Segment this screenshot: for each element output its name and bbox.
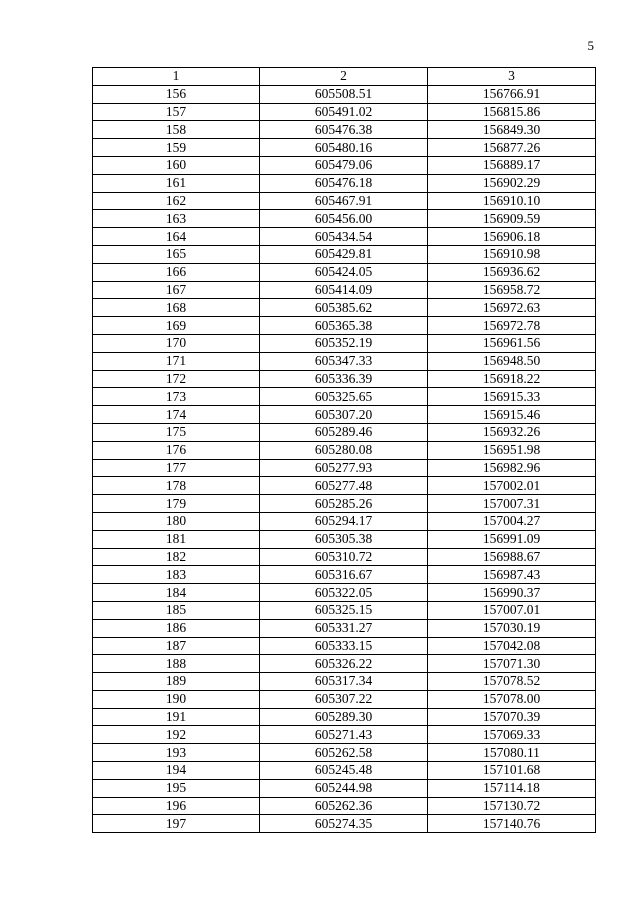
point-number-cell: 167 xyxy=(93,281,260,299)
table-row xyxy=(93,655,596,673)
x-coordinate-cell: 605271.43 xyxy=(260,726,428,744)
point-number-cell: 189 xyxy=(93,673,260,691)
y-coordinate-cell: 156906.18 xyxy=(428,228,596,246)
point-number-cell: 172 xyxy=(93,370,260,388)
x-coordinate-cell: 605289.46 xyxy=(260,423,428,441)
y-coordinate-cell: 156958.72 xyxy=(428,281,596,299)
table-row xyxy=(93,317,596,335)
y-coordinate-cell: 156909.59 xyxy=(428,210,596,228)
y-coordinate-cell: 157080.11 xyxy=(428,744,596,762)
table-row xyxy=(93,637,596,655)
x-coordinate-cell: 605307.22 xyxy=(260,690,428,708)
table-row xyxy=(93,779,596,797)
y-coordinate-cell: 156849.30 xyxy=(428,121,596,139)
table-row xyxy=(93,103,596,121)
x-coordinate-cell: 605245.48 xyxy=(260,762,428,780)
table-row xyxy=(93,370,596,388)
y-coordinate-cell: 156889.17 xyxy=(428,156,596,174)
x-coordinate-cell: 605456.00 xyxy=(260,210,428,228)
x-coordinate-cell: 605274.35 xyxy=(260,815,428,833)
x-coordinate-cell: 605476.38 xyxy=(260,121,428,139)
point-number-cell: 165 xyxy=(93,245,260,263)
point-number-cell: 170 xyxy=(93,334,260,352)
point-number-cell: 161 xyxy=(93,174,260,192)
point-number-cell: 168 xyxy=(93,299,260,317)
x-coordinate-cell: 605434.54 xyxy=(260,228,428,246)
table-row xyxy=(93,139,596,157)
x-coordinate-cell: 605331.27 xyxy=(260,619,428,637)
x-coordinate-cell: 605491.02 xyxy=(260,103,428,121)
point-number-cell: 184 xyxy=(93,584,260,602)
point-number-cell: 173 xyxy=(93,388,260,406)
y-coordinate-cell: 156951.98 xyxy=(428,441,596,459)
x-coordinate-cell: 605285.26 xyxy=(260,495,428,513)
y-coordinate-cell: 156936.62 xyxy=(428,263,596,281)
x-coordinate-cell: 605467.91 xyxy=(260,192,428,210)
table-row xyxy=(93,441,596,459)
y-coordinate-cell: 156982.96 xyxy=(428,459,596,477)
y-coordinate-cell: 156815.86 xyxy=(428,103,596,121)
table-row xyxy=(93,673,596,691)
table-row xyxy=(93,512,596,530)
table-row xyxy=(93,85,596,103)
table-row xyxy=(93,245,596,263)
x-coordinate-cell: 605414.09 xyxy=(260,281,428,299)
point-number-cell: 196 xyxy=(93,797,260,815)
table-row xyxy=(93,388,596,406)
y-coordinate-cell: 157078.52 xyxy=(428,673,596,691)
table-row xyxy=(93,601,596,619)
y-coordinate-cell: 157004.27 xyxy=(428,512,596,530)
point-number-cell: 179 xyxy=(93,495,260,513)
x-coordinate-cell: 605277.48 xyxy=(260,477,428,495)
x-coordinate-cell: 605307.20 xyxy=(260,406,428,424)
table-row xyxy=(93,334,596,352)
y-coordinate-cell: 157101.68 xyxy=(428,762,596,780)
point-number-cell: 194 xyxy=(93,762,260,780)
table-row xyxy=(93,744,596,762)
y-coordinate-cell: 156991.09 xyxy=(428,530,596,548)
y-coordinate-cell: 157007.31 xyxy=(428,495,596,513)
table-row xyxy=(93,708,596,726)
point-number-cell: 177 xyxy=(93,459,260,477)
table-row xyxy=(93,406,596,424)
x-coordinate-cell: 605244.98 xyxy=(260,779,428,797)
table-row xyxy=(93,263,596,281)
y-coordinate-cell: 156990.37 xyxy=(428,584,596,602)
table-row xyxy=(93,156,596,174)
x-coordinate-cell: 605336.39 xyxy=(260,370,428,388)
point-number-cell: 158 xyxy=(93,121,260,139)
y-coordinate-cell: 156948.50 xyxy=(428,352,596,370)
point-number-cell: 162 xyxy=(93,192,260,210)
table-row xyxy=(93,121,596,139)
table-row xyxy=(93,477,596,495)
y-coordinate-cell: 156766.91 xyxy=(428,85,596,103)
x-coordinate-cell: 605325.15 xyxy=(260,601,428,619)
point-number-cell: 164 xyxy=(93,228,260,246)
x-coordinate-cell: 605289.30 xyxy=(260,708,428,726)
point-number-cell: 185 xyxy=(93,601,260,619)
y-coordinate-cell: 157070.39 xyxy=(428,708,596,726)
point-number-cell: 160 xyxy=(93,156,260,174)
table-row xyxy=(93,281,596,299)
y-coordinate-cell: 157002.01 xyxy=(428,477,596,495)
table-header-row xyxy=(93,68,596,86)
point-number-cell: 169 xyxy=(93,317,260,335)
table-row xyxy=(93,210,596,228)
x-coordinate-cell: 605277.93 xyxy=(260,459,428,477)
x-coordinate-cell: 605325.65 xyxy=(260,388,428,406)
table-row xyxy=(93,192,596,210)
table-row xyxy=(93,690,596,708)
point-number-cell: 159 xyxy=(93,139,260,157)
point-number-cell: 163 xyxy=(93,210,260,228)
point-number-cell: 188 xyxy=(93,655,260,673)
x-coordinate-cell: 605508.51 xyxy=(260,85,428,103)
y-coordinate-cell: 156918.22 xyxy=(428,370,596,388)
x-coordinate-cell: 605316.67 xyxy=(260,566,428,584)
y-coordinate-cell: 156910.98 xyxy=(428,245,596,263)
table-row xyxy=(93,530,596,548)
y-coordinate-cell: 157030.19 xyxy=(428,619,596,637)
point-number-cell: 187 xyxy=(93,637,260,655)
y-coordinate-cell: 156877.26 xyxy=(428,139,596,157)
point-number-cell: 180 xyxy=(93,512,260,530)
y-coordinate-cell: 156961.56 xyxy=(428,334,596,352)
point-number-cell: 157 xyxy=(93,103,260,121)
x-coordinate-cell: 605429.81 xyxy=(260,245,428,263)
point-number-cell: 166 xyxy=(93,263,260,281)
point-number-cell: 193 xyxy=(93,744,260,762)
table-row xyxy=(93,619,596,637)
x-coordinate-cell: 605326.22 xyxy=(260,655,428,673)
y-coordinate-cell: 156988.67 xyxy=(428,548,596,566)
y-coordinate-cell: 156932.26 xyxy=(428,423,596,441)
y-coordinate-cell: 156987.43 xyxy=(428,566,596,584)
point-number-cell: 156 xyxy=(93,85,260,103)
column-header-3: 3 xyxy=(428,68,596,86)
point-number-cell: 174 xyxy=(93,406,260,424)
x-coordinate-cell: 605352.19 xyxy=(260,334,428,352)
x-coordinate-cell: 605480.16 xyxy=(260,139,428,157)
x-coordinate-cell: 605280.08 xyxy=(260,441,428,459)
x-coordinate-cell: 605333.15 xyxy=(260,637,428,655)
y-coordinate-cell: 157069.33 xyxy=(428,726,596,744)
y-coordinate-cell: 156910.10 xyxy=(428,192,596,210)
x-coordinate-cell: 605262.58 xyxy=(260,744,428,762)
y-coordinate-cell: 156915.33 xyxy=(428,388,596,406)
coordinates-table xyxy=(92,67,596,833)
y-coordinate-cell: 156972.78 xyxy=(428,317,596,335)
x-coordinate-cell: 605424.05 xyxy=(260,263,428,281)
point-number-cell: 183 xyxy=(93,566,260,584)
column-header-1: 1 xyxy=(93,68,260,86)
table-row xyxy=(93,584,596,602)
table-row xyxy=(93,352,596,370)
x-coordinate-cell: 605385.62 xyxy=(260,299,428,317)
x-coordinate-cell: 605365.38 xyxy=(260,317,428,335)
point-number-cell: 191 xyxy=(93,708,260,726)
x-coordinate-cell: 605322.05 xyxy=(260,584,428,602)
x-coordinate-cell: 605310.72 xyxy=(260,548,428,566)
column-header-2: 2 xyxy=(260,68,428,86)
y-coordinate-cell: 157130.72 xyxy=(428,797,596,815)
table-row xyxy=(93,459,596,477)
x-coordinate-cell: 605294.17 xyxy=(260,512,428,530)
table-body xyxy=(93,85,596,832)
x-coordinate-cell: 605317.34 xyxy=(260,673,428,691)
y-coordinate-cell: 156972.63 xyxy=(428,299,596,317)
table-row xyxy=(93,548,596,566)
table-header xyxy=(93,68,596,86)
point-number-cell: 181 xyxy=(93,530,260,548)
y-coordinate-cell: 157114.18 xyxy=(428,779,596,797)
table-row xyxy=(93,423,596,441)
table-row xyxy=(93,228,596,246)
table-row xyxy=(93,566,596,584)
table-row xyxy=(93,815,596,833)
page-number: 5 xyxy=(587,38,594,53)
table-row xyxy=(93,762,596,780)
table-row xyxy=(93,174,596,192)
y-coordinate-cell: 157140.76 xyxy=(428,815,596,833)
y-coordinate-cell: 157078.00 xyxy=(428,690,596,708)
point-number-cell: 182 xyxy=(93,548,260,566)
x-coordinate-cell: 605262.36 xyxy=(260,797,428,815)
point-number-cell: 195 xyxy=(93,779,260,797)
x-coordinate-cell: 605305.38 xyxy=(260,530,428,548)
point-number-cell: 171 xyxy=(93,352,260,370)
x-coordinate-cell: 605476.18 xyxy=(260,174,428,192)
point-number-cell: 176 xyxy=(93,441,260,459)
y-coordinate-cell: 156915.46 xyxy=(428,406,596,424)
x-coordinate-cell: 605347.33 xyxy=(260,352,428,370)
y-coordinate-cell: 157042.08 xyxy=(428,637,596,655)
y-coordinate-cell: 157007.01 xyxy=(428,601,596,619)
point-number-cell: 190 xyxy=(93,690,260,708)
y-coordinate-cell: 156902.29 xyxy=(428,174,596,192)
x-coordinate-cell: 605479.06 xyxy=(260,156,428,174)
table-row xyxy=(93,726,596,744)
y-coordinate-cell: 157071.30 xyxy=(428,655,596,673)
table-row xyxy=(93,495,596,513)
point-number-cell: 186 xyxy=(93,619,260,637)
point-number-cell: 175 xyxy=(93,423,260,441)
table-row xyxy=(93,797,596,815)
table-row xyxy=(93,299,596,317)
point-number-cell: 197 xyxy=(93,815,260,833)
point-number-cell: 178 xyxy=(93,477,260,495)
point-number-cell: 192 xyxy=(93,726,260,744)
